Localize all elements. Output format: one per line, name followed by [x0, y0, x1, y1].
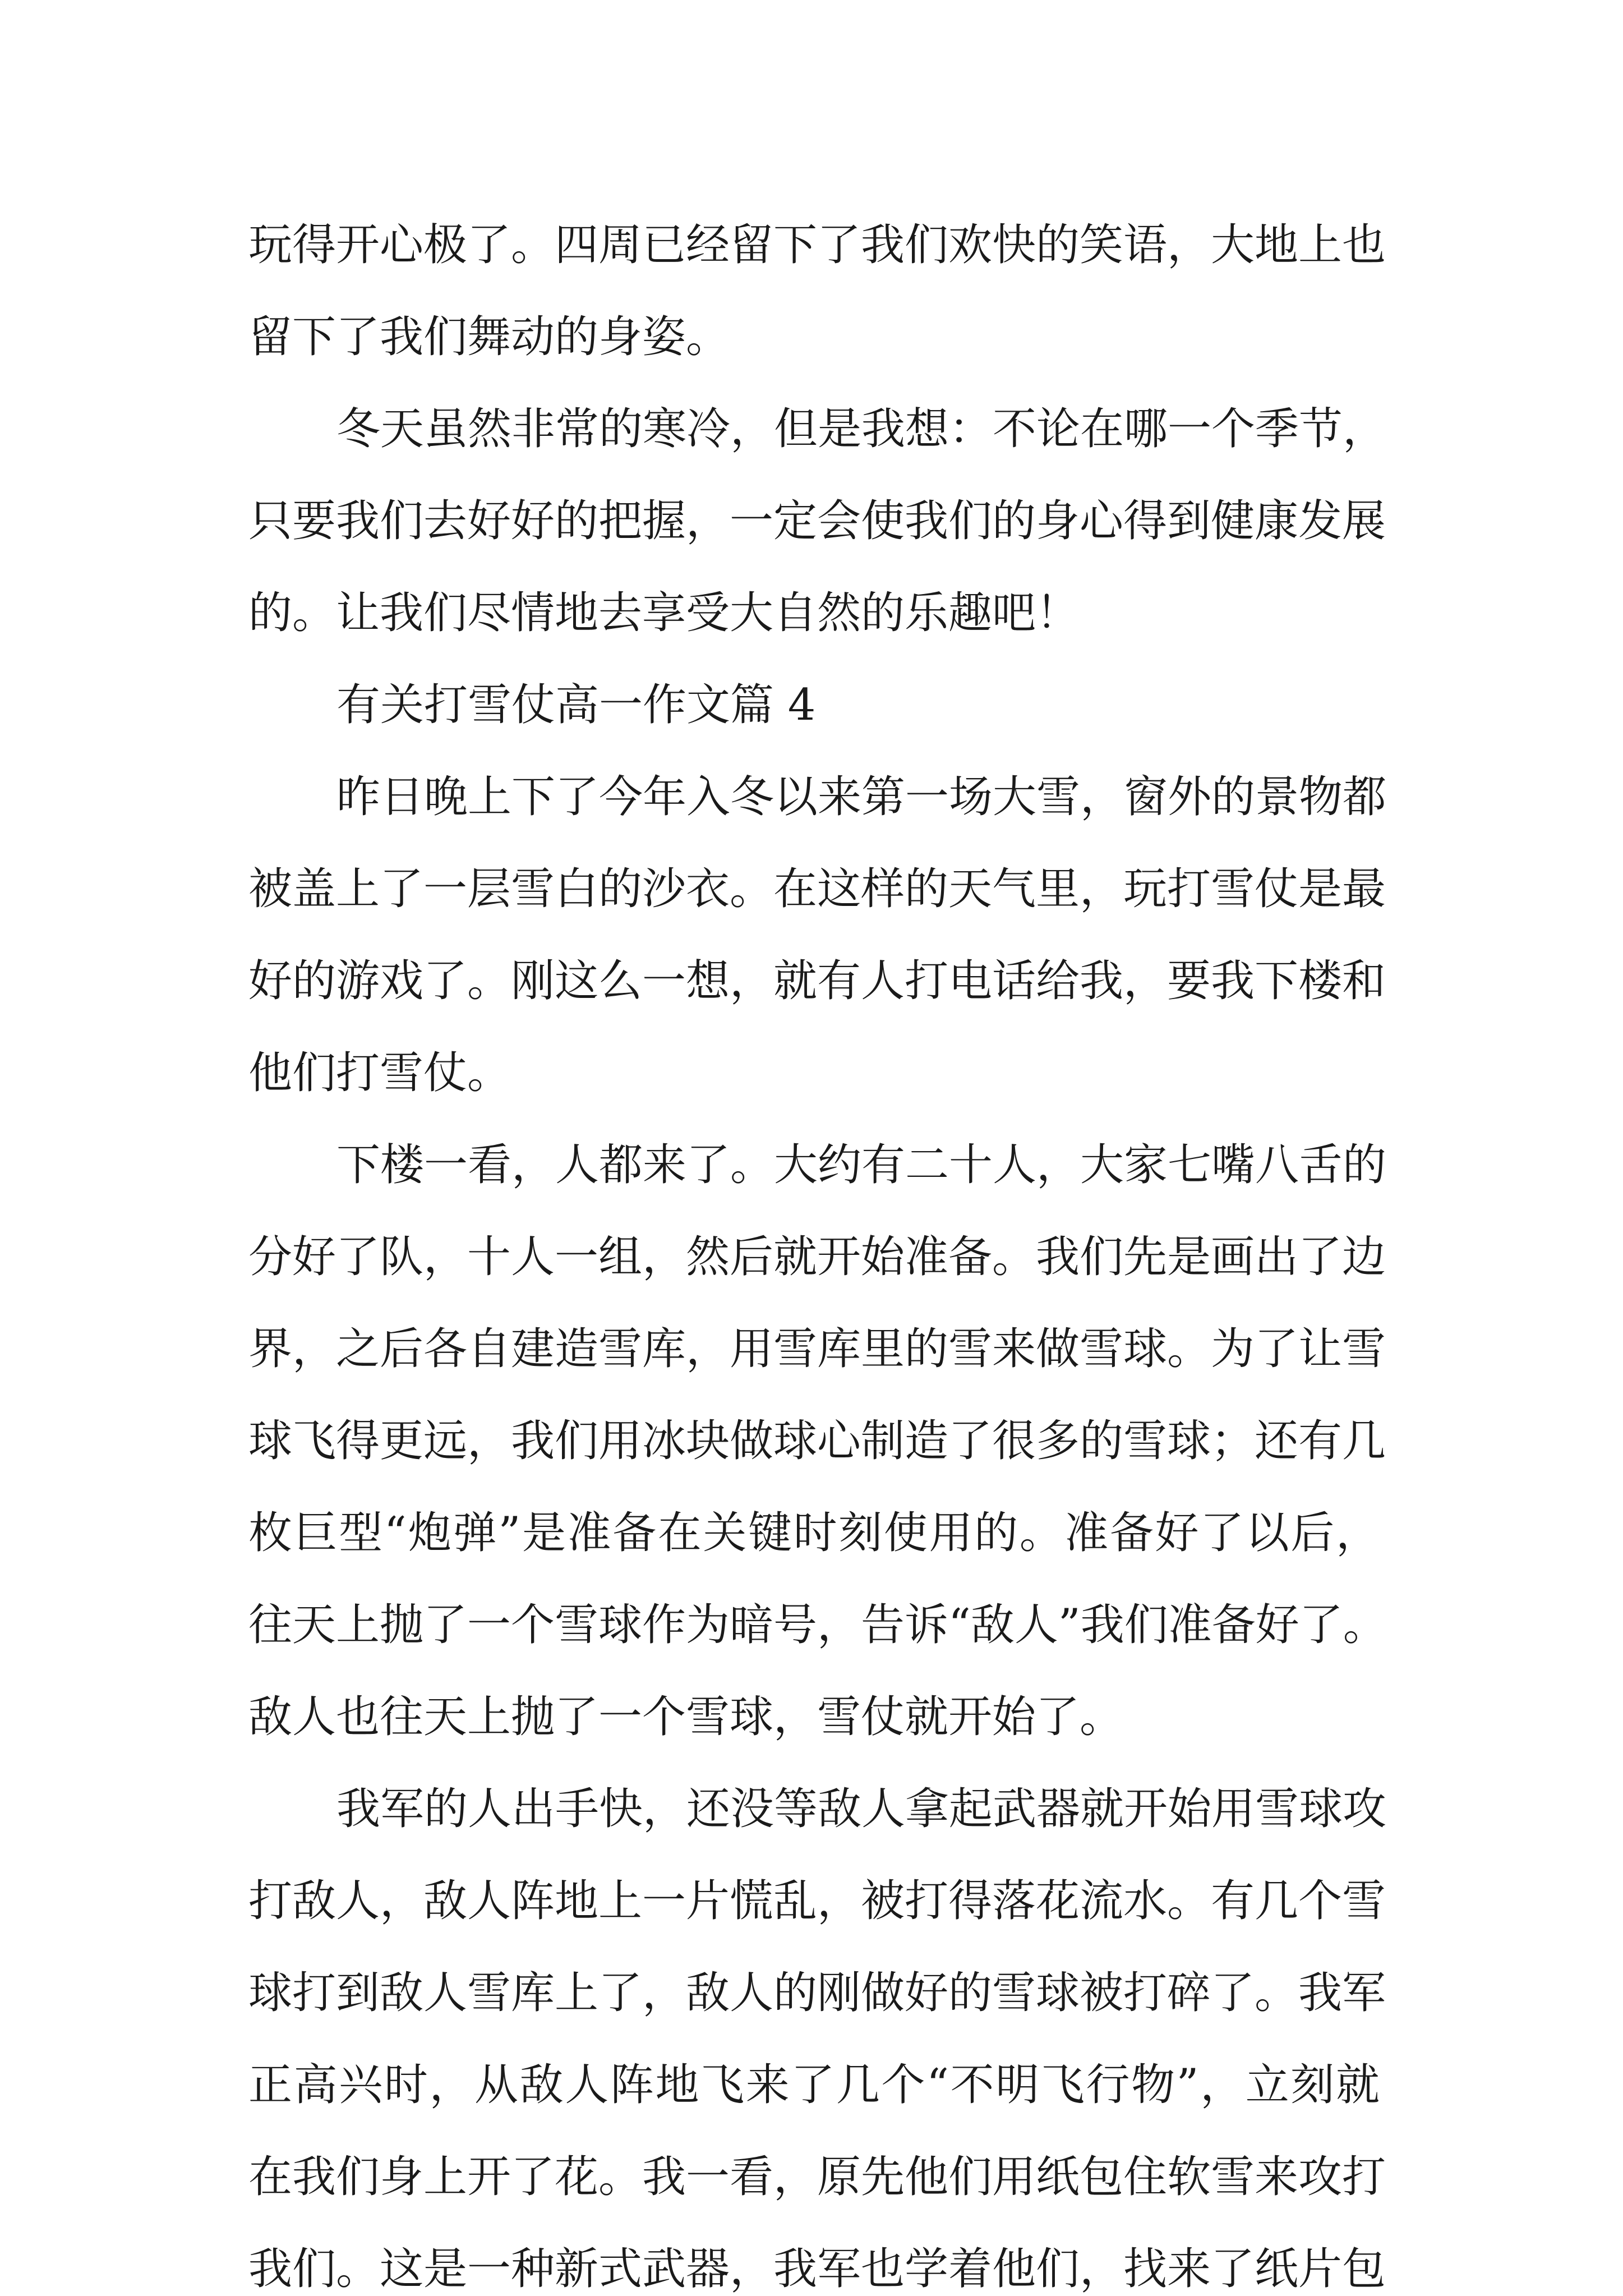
text-line	[0, 1307, 1623, 1391]
text-line	[0, 1399, 1623, 1483]
text-line-content: 我军的人出手快，还没等敌人拿起武器就开始用雪球攻	[336, 1784, 1387, 1834]
text-line-content: 冬天虽然非常的寒冷，但是我想：不论在哪一个季节，	[336, 404, 1387, 454]
text-line-content: 好的游戏了。刚这么一想，就有人打电话给我，要我下楼和	[248, 956, 1386, 1006]
text-line	[0, 1031, 1623, 1115]
text-line	[0, 1675, 1623, 1759]
text-line	[0, 387, 1623, 471]
text-line-content: 打敌人，敌人阵地上一片慌乱，被打得落花流水。有几个雪	[248, 1876, 1386, 1926]
text-line-content: 正高兴时，从敌人阵地飞来了几个“不明飞行物”，立刻就	[248, 2060, 1380, 2110]
text-line-content: 球飞得更远，我们用冰块做球心制造了很多的雪球；还有几	[248, 1416, 1386, 1466]
text-line-content: 在我们身上开了花。我一看，原先他们用纸包住软雪来攻打	[248, 2152, 1386, 2202]
text-line	[0, 203, 1623, 287]
section-heading-text: 有关打雪仗高一作文篇 4	[336, 680, 816, 730]
text-line	[0, 295, 1623, 379]
text-line	[0, 479, 1623, 563]
text-line	[0, 847, 1623, 931]
text-line-content: 敌人也往天上抛了一个雪球，雪仗就开始了。	[248, 1692, 1124, 1742]
text-line-content: 被盖上了一层雪白的沙衣。在这样的天气里，玩打雪仗是最	[248, 864, 1386, 914]
text-line	[0, 939, 1623, 1023]
text-line	[0, 1491, 1623, 1575]
text-line	[0, 1951, 1623, 2035]
text-line-content: 留下了我们舞动的身姿。	[248, 312, 730, 362]
text-line-content: 的。让我们尽情地去享受大自然的乐趣吧！	[248, 588, 1080, 638]
text-line-content: 球打到敌人雪库上了，敌人的刚做好的雪球被打碎了。我军	[248, 1968, 1386, 2018]
text-line	[0, 1767, 1623, 1851]
text-line	[0, 1859, 1623, 1943]
text-line	[0, 1583, 1623, 1667]
text-line-content: 我们。这是一种新式武器，我军也学着他们，找来了纸片包	[248, 2244, 1386, 2294]
text-line-content: 往天上抛了一个雪球作为暗号，告诉“敌人”我们准备好了。	[248, 1600, 1387, 1650]
text-line	[0, 2135, 1623, 2219]
text-line	[0, 1123, 1623, 1207]
text-line-content: 下楼一看，人都来了。大约有二十人，大家七嘴八舌的	[336, 1140, 1387, 1190]
text-line-content: 他们打雪仗。	[248, 1048, 511, 1098]
text-line	[0, 2227, 1623, 2296]
section-heading	[0, 663, 1623, 747]
text-line-content: 玩得开心极了。四周已经留下了我们欢快的笑语，大地上也	[248, 220, 1386, 270]
text-line-content: 昨日晚上下了今年入冬以来第一场大雪，窗外的景物都	[336, 772, 1387, 822]
text-line-content: 界，之后各自建造雪库，用雪库里的雪来做雪球。为了让雪	[248, 1324, 1386, 1374]
text-line	[0, 2043, 1623, 2127]
text-line	[0, 1215, 1623, 1299]
text-line	[0, 571, 1623, 655]
text-line-content: 只要我们去好好的把握，一定会使我们的身心得到健康发展	[248, 496, 1386, 546]
text-line	[0, 755, 1623, 839]
text-line-content: 枚巨型“炮弹”是准备在关键时刻使用的。准备好了以后，	[248, 1508, 1380, 1558]
text-line-content: 分好了队，十人一组，然后就开始准备。我们先是画出了边	[248, 1232, 1386, 1282]
